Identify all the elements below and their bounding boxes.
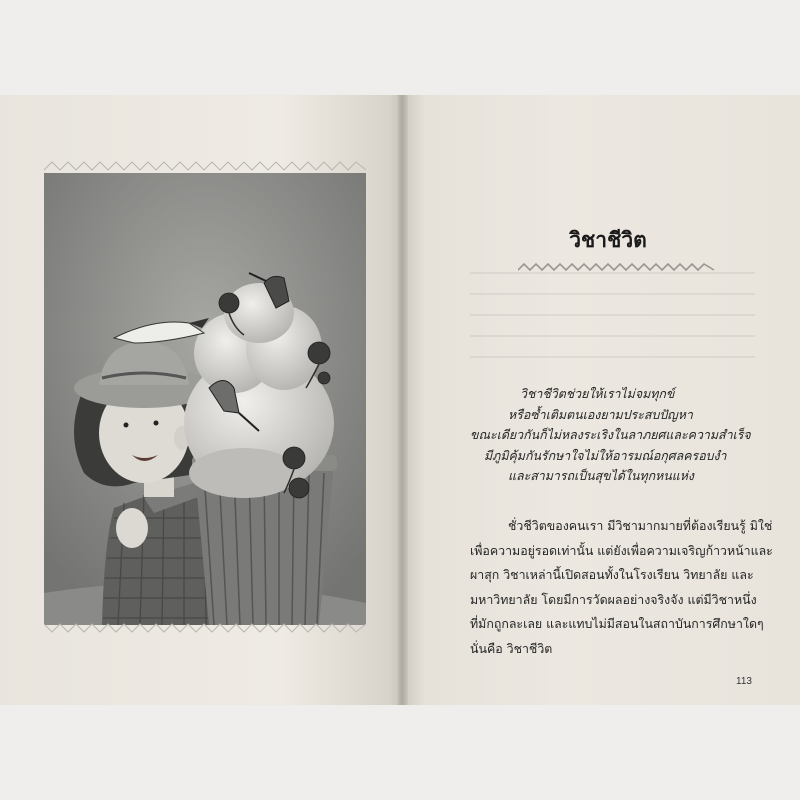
epigraph-line: หรือซ้ำเติมตนเองยามประสบปัญหา — [508, 406, 693, 422]
epigraph-line: มีภูมิคุ้มกันรักษาใจไม่ให้อารมณ์อกุศลครอบงำ — [484, 447, 727, 463]
illustration — [44, 173, 366, 625]
epigraph-line: วิชาชีวิตช่วยให้เราไม่จมทุกข์ — [520, 386, 675, 401]
illustration-top-border — [44, 158, 366, 174]
body-line: นั่นคือ วิชาชีวิต — [470, 640, 553, 656]
show-through-lines — [470, 272, 755, 377]
title-divider — [518, 262, 714, 272]
chapter-title: วิชาชีวิต — [569, 228, 647, 252]
illustration-bottom-border — [44, 620, 366, 636]
page-number: 113 — [736, 676, 752, 687]
body-line: ชั่วชีวิตของคนเรา มีวิชามากมายที่ต้องเรียนรู้ มิใช่ — [508, 518, 773, 533]
book-gutter — [398, 95, 408, 705]
body-line: ผาสุก วิชาเหล่านี้เปิดสอนทั้งในโรงเรียน วิทยาลัย และ — [470, 567, 754, 582]
body-line: เพื่อความอยู่รอดเท่านั้น แต่ยังเพื่อความเจริญก้าวหน้าและ — [470, 542, 773, 558]
body-paragraph — [470, 514, 773, 661]
epigraph-line: ขณะเดียวกันก็ไม่หลงระเริงในลาภยศและความสำเร็จ — [470, 427, 751, 442]
body-line: มหาวิทยาลัย โดยมีการวัดผลอย่างจริงจัง แต่มีวิชาหนึ่ง — [470, 591, 757, 607]
epigraph — [470, 384, 760, 487]
body-line: ที่มักถูกละเลย และแทบไม่มีสอนในสถาบันการศึกษาใดๆ — [470, 616, 764, 631]
epigraph-line: และสามารถเป็นสุขได้ในทุกหนแห่ง — [508, 468, 694, 483]
